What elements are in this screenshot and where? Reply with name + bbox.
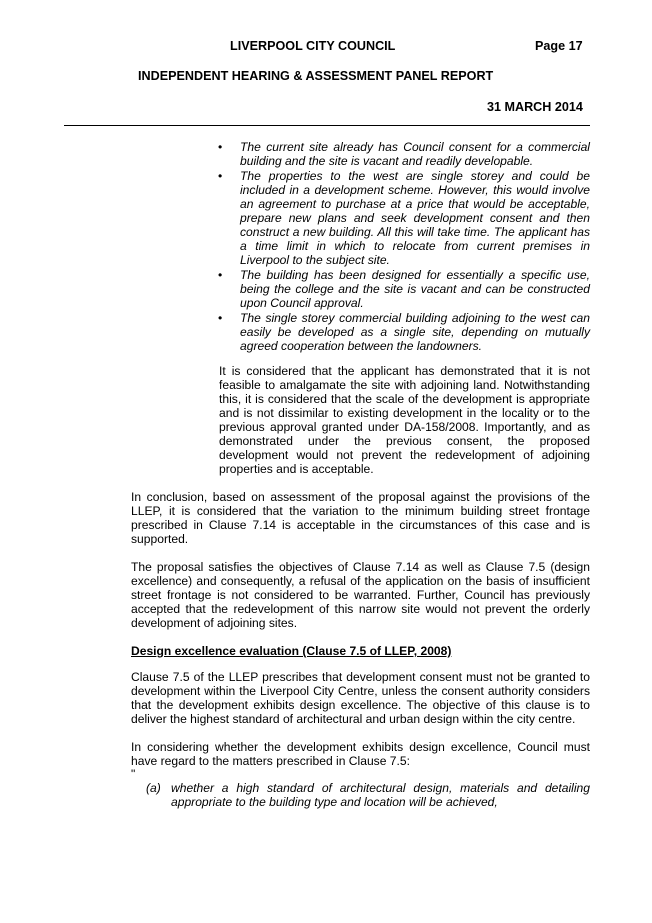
bullet-text: The properties to the west are single storey and could be included in a development scheme. However, this would involve an agreement to purchase at a price that would be acceptable, prepare new plans and seek development consent and then construct a new building. All this will take time. The applicant has a time limit in which to relocate from current premises in Liverpool to the subject site.	[240, 169, 590, 267]
conclusion-paragraph: In conclusion, based on assessment of the proposal against the provisions of the LLEP, it is considered that the variation to the minimum building street frontage prescribed in Clause 7.14 is acceptable in the circumstances of this case and is supported.	[131, 490, 590, 546]
list-item	[206, 268, 590, 310]
report-title: INDEPENDENT HEARING & ASSESSMENT PANEL REPORT	[138, 69, 494, 83]
bullet-text: The current site already has Council consent for a commercial building and the site is vacant and readily developable.	[240, 140, 590, 168]
list-item-a	[146, 781, 590, 809]
bullet-icon: •	[218, 169, 223, 183]
bullet-icon: •	[218, 311, 223, 325]
bullet-list	[206, 140, 590, 354]
clause-paragraph: Clause 7.5 of the LLEP prescribes that development consent must not be granted to development within the Liverpool City Centre, unless the consent authority considers that the development exhibits design excellence. The objective of this clause is to deliver the highest standard of architectural and urban design within the city centre.	[131, 670, 590, 726]
quote-mark: "	[131, 767, 136, 781]
list-item	[206, 140, 590, 168]
amalgamation-paragraph: It is considered that the applicant has demonstrated that it is not feasible to amalgamate the site with adjoining land. Notwithstanding this, it is considered that the scale of the development is appropriate and is not dissimilar to existing development in the locality or to the previous approval granted under DA-158/2008. Importantly, and as demonstrated under the previous consent, the proposed development would not prevent the redevelopment of adjoining properties and is acceptable.	[219, 364, 590, 476]
bullet-icon: •	[218, 140, 223, 154]
objectives-paragraph: The proposal satisfies the objectives of Clause 7.14 as well as Clause 7.5 (design excellence) and consequently, a refusal of the application on the basis of insufficient street frontage is not considered to be warranted. Further, Council has previously accepted that the redevelopment of this narrow site would not prevent the orderly development of adjoining sites.	[131, 560, 590, 630]
bullet-text: The single storey commercial building adjoining to the west can easily be developed as a single site, depending on mutually agreed cooperation between the landowners.	[240, 311, 590, 353]
list-item	[206, 311, 590, 353]
item-marker: (a)	[146, 781, 161, 795]
item-text: whether a high standard of architectural design, materials and detailing appropriate to the building type and location will be achieved,	[171, 781, 590, 809]
considering-paragraph: In considering whether the development exhibits design excellence, Council must have regard to the matters prescribed in Clause 7.5:	[131, 740, 590, 768]
header-page-number: Page 17	[535, 39, 583, 53]
list-item	[206, 169, 590, 267]
bullet-icon: •	[218, 268, 223, 282]
header-council-name: LIVERPOOL CITY COUNCIL	[230, 39, 396, 53]
header-divider	[64, 125, 590, 126]
report-date: 31 MARCH 2014	[487, 100, 583, 114]
bullet-text: The building has been designed for essentially a specific use, being the college and the site is vacant and can be constructed upon Council approval.	[240, 268, 590, 310]
section-heading: Design excellence evaluation (Clause 7.5 of LLEP, 2008)	[131, 644, 452, 658]
